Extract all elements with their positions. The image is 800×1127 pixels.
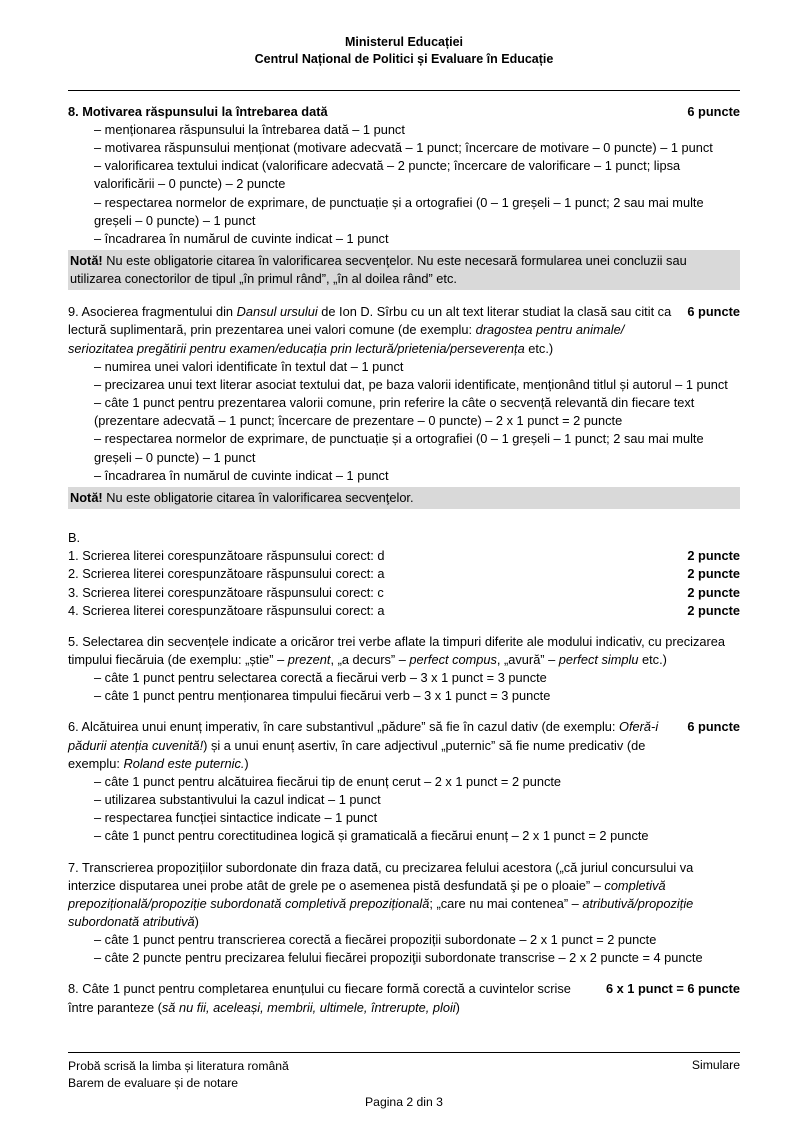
section-b: [68, 529, 740, 620]
footer-page-number: Pagina 2 din 3: [365, 1095, 443, 1109]
item-b5-title: [68, 633, 740, 669]
item-9-examples: dragostea pentru animale/ seriozitatea pregătirii pentru examen/educația prin lectură/prietenia/perseverența: [68, 322, 625, 356]
footer-divider: [68, 1052, 740, 1053]
item-8-bullet-5: – încadrarea în numărul de cuvinte indicat – 1 punct: [94, 230, 389, 246]
item-b6-bullet-1: – câte 1 punct pentru alcătuirea fiecărui tip de enunț cerut – 2 x 1 punct = 2 puncte: [94, 773, 562, 789]
item-8-points: 6 puncte: [687, 103, 740, 119]
item-b8-text-b: ): [455, 999, 460, 1015]
item-b6-bullet-3: – respectarea funcției sintactice indicate – 1 punct: [94, 810, 378, 826]
item-b5-text-d: etc.): [638, 651, 667, 667]
section-b-label: B.: [68, 530, 81, 546]
item-b6-example-1: Oferă-i pădurii atenția cuvenită!: [68, 719, 659, 753]
header-center: Centrul Național de Politici și Evaluare în Educație: [254, 51, 554, 66]
item-8-bullet-3: – valorificarea textului indicat (valorificare adecvată – 2 puncte; încercare de valorificare – 1 punct; lipsa valorificării – 0 puncte) – 2 puncte: [94, 158, 681, 192]
item-b6-title: [68, 718, 687, 772]
item-b5-tense-3: perfect simplu: [558, 651, 639, 667]
item-b8: [68, 980, 740, 1016]
item-b5-text-c: , „avură” –: [496, 651, 559, 667]
item-b8-answers: să nu fii, aceleași, membrii, ultimele, întrerupte, ploii: [161, 999, 456, 1015]
item-b5-tense-1: prezent: [287, 651, 331, 667]
item-9-note-text: Nu este obligatorie citarea în valorificarea secvenţelor.: [102, 489, 414, 505]
item-b7-clause-type-2: atributivă/propoziție subordonată atributivă: [68, 895, 694, 929]
item-9: [68, 303, 740, 509]
item-b8-points: 6 x 1 punct = 6 puncte: [605, 981, 740, 997]
document-header: [68, 34, 740, 68]
item-9-title-work: Dansul ursului: [236, 304, 318, 320]
item-b7-bullet-1: – câte 1 punct pentru transcrierea corectă a fiecărei propoziții subordonate – 2 x 1 punct = 2 puncte: [94, 932, 657, 948]
item-b6-example-2: Roland este puternic.: [123, 755, 245, 771]
item-8: [68, 103, 740, 291]
item-b6-bullet-2: – utilizarea substantivului la cazul indicat – 1 punct: [94, 792, 381, 808]
item-b6-bullet-4: – câte 1 punct pentru corectitudinea logică și gramaticală a fiecărui enunț – 2 x 1 punct = 2 puncte: [94, 828, 649, 844]
item-b7: [68, 859, 740, 968]
item-9-text-c: etc.): [524, 340, 554, 356]
header-divider: [68, 90, 740, 91]
item-b8-title: [68, 980, 606, 1016]
item-b7-clause-type-1: completivă prepozițională/propoziție subordonată completivă prepozițională: [68, 877, 666, 911]
item-b5-tense-2: perfect compus: [409, 651, 497, 667]
item-b8-text-a: 8. Câte 1 punct pentru completarea enunțului cu fiecare formă corectă a cuvintelor scrise între paranteze (: [68, 981, 571, 1015]
item-9-title: [68, 303, 687, 357]
item-9-note-label: Notă!: [70, 489, 103, 505]
item-8-note: [68, 250, 740, 290]
document-footer: [68, 1052, 740, 1109]
document-body: [68, 103, 740, 1017]
item-9-text-b: de Ion D. Sîrbu cu un alt text literar studiat la clasă sau citit ca lectură suplimentară, prin prezentarea unei valori comune (de exemplu:: [68, 304, 672, 338]
item-8-bullet-2: – motivarea răspunsului menționat (motivare adecvată – 1 punct; încercare de motivare – 0 puncte) – 1 punct: [94, 140, 713, 156]
item-b4-points: 2 puncte: [687, 602, 740, 618]
item-b4: 4. Scrierea literei corespunzătoare răspunsului corect: a: [68, 602, 385, 618]
item-8-bullet-4: – respectarea normelor de exprimare, de punctuație și a ortografiei (0 – 1 greșeli – 1 punct; 2 sau mai multe greșeli – 0 puncte) – 1 punct: [94, 194, 704, 228]
item-b7-bullet-2: – câte 2 puncte pentru precizarea felului fiecărei propoziţii subordonate transcrise – 2 x 2 puncte = 4 puncte: [94, 950, 703, 966]
item-b2-points: 2 puncte: [687, 566, 740, 582]
item-b6-text-b: ) și a unui enunț asertiv, în care adjectivul „puternic” să fie nume predicativ (de exemplu:: [68, 737, 646, 771]
item-8-bullet-1: – menționarea răspunsului la întrebarea dată – 1 punct: [94, 121, 405, 137]
item-9-text-a: 9. Asocierea fragmentului din: [68, 304, 237, 320]
item-8-note-text: Nu este obligatorie citarea în valorificarea secvenţelor. Nu este necesară formularea unei concluzii sau utilizarea conectorilor de tipul „în primul rând”, „în al doilea rând” etc.: [70, 253, 687, 287]
header-ministry: Ministerul Educației: [344, 35, 464, 49]
item-b3-points: 2 puncte: [687, 584, 740, 600]
item-b7-text-c: ): [194, 914, 199, 929]
item-b7-title: [68, 859, 740, 932]
item-b6-text-a: 6. Alcătuirea unui enunț imperativ, în care substantivul „pădure” să fie în cazul dativ (de exemplu:: [68, 719, 620, 735]
footer-exam-name: Probă scrisă la limba și literatura română: [68, 1059, 289, 1074]
item-9-bullet-2: – precizarea unui text literar asociat textului dat, pe baza valorii identificate, menționând titlul și autorul – 1 punct: [94, 376, 728, 392]
item-b6-text-c: ): [244, 755, 249, 771]
item-9-note: [68, 487, 740, 509]
item-b3: 3. Scrierea literei corespunzătoare răspunsului corect: c: [68, 584, 384, 600]
item-b5: [68, 633, 740, 706]
item-b5-text-b: , „a decurs” –: [330, 651, 410, 667]
item-b7-text-a: 7. Transcrierea propozițiilor subordonate din fraza dată, cu precizarea felului acestora („că juriul concursului va interzice disputarea unei probe atât de grele pe o asemenea pistă desfundată şi pe o ploaie” –: [68, 859, 694, 893]
item-b5-text-a: 5. Selectarea din secvențele indicate a oricăror trei verbe aflate la timpuri diferite ale modului indicativ, cu precizarea timpului fiecăruia (de exemplu: „știe” –: [68, 633, 726, 667]
item-9-bullet-1: – numirea unei valori identificate în textul dat – 1 punct: [94, 358, 404, 374]
item-9-points: 6 puncte: [687, 304, 740, 320]
item-9-bullet-5: – încadrarea în numărul de cuvinte indicat – 1 punct: [94, 467, 389, 483]
footer-session: Simulare: [691, 1058, 740, 1073]
item-b6-points: 6 puncte: [687, 719, 740, 735]
item-9-bullet-3: – câte 1 punct pentru prezentarea valorii comune, prin referire la câte o secvență relevantă din fiecare text (prezentare adecvată – 1 punct; încercare de prezentare – 0 puncte) – 2 x 1 punct = 2 puncte: [94, 395, 695, 429]
item-b1-points: 2 puncte: [687, 548, 740, 564]
item-9-bullet-4: – respectarea normelor de exprimare, de punctuație și a ortografiei (0 – 1 greșeli – 1 punct; 2 sau mai multe greșeli – 0 puncte) – 1 punct: [94, 431, 704, 465]
item-b1: 1. Scrierea literei corespunzătoare răspunsului corect: d: [68, 548, 385, 564]
footer-doc-type: Barem de evaluare și de notare: [68, 1075, 239, 1090]
item-b6: [68, 718, 740, 845]
item-8-title: 8. Motivarea răspunsului la întrebarea dată: [68, 103, 328, 119]
item-b7-text-b: ; „care nu mai contenea” –: [429, 895, 583, 911]
item-b2: 2. Scrierea literei corespunzătoare răspunsului corect: a: [68, 566, 385, 582]
item-b5-bullet-1: – câte 1 punct pentru selectarea corectă a fiecărui verb – 3 x 1 punct = 3 puncte: [94, 670, 547, 686]
item-8-note-label: Notă!: [70, 253, 103, 268]
item-b5-bullet-2: – câte 1 punct pentru menționarea timpului fiecărui verb – 3 x 1 punct = 3 puncte: [94, 688, 551, 704]
